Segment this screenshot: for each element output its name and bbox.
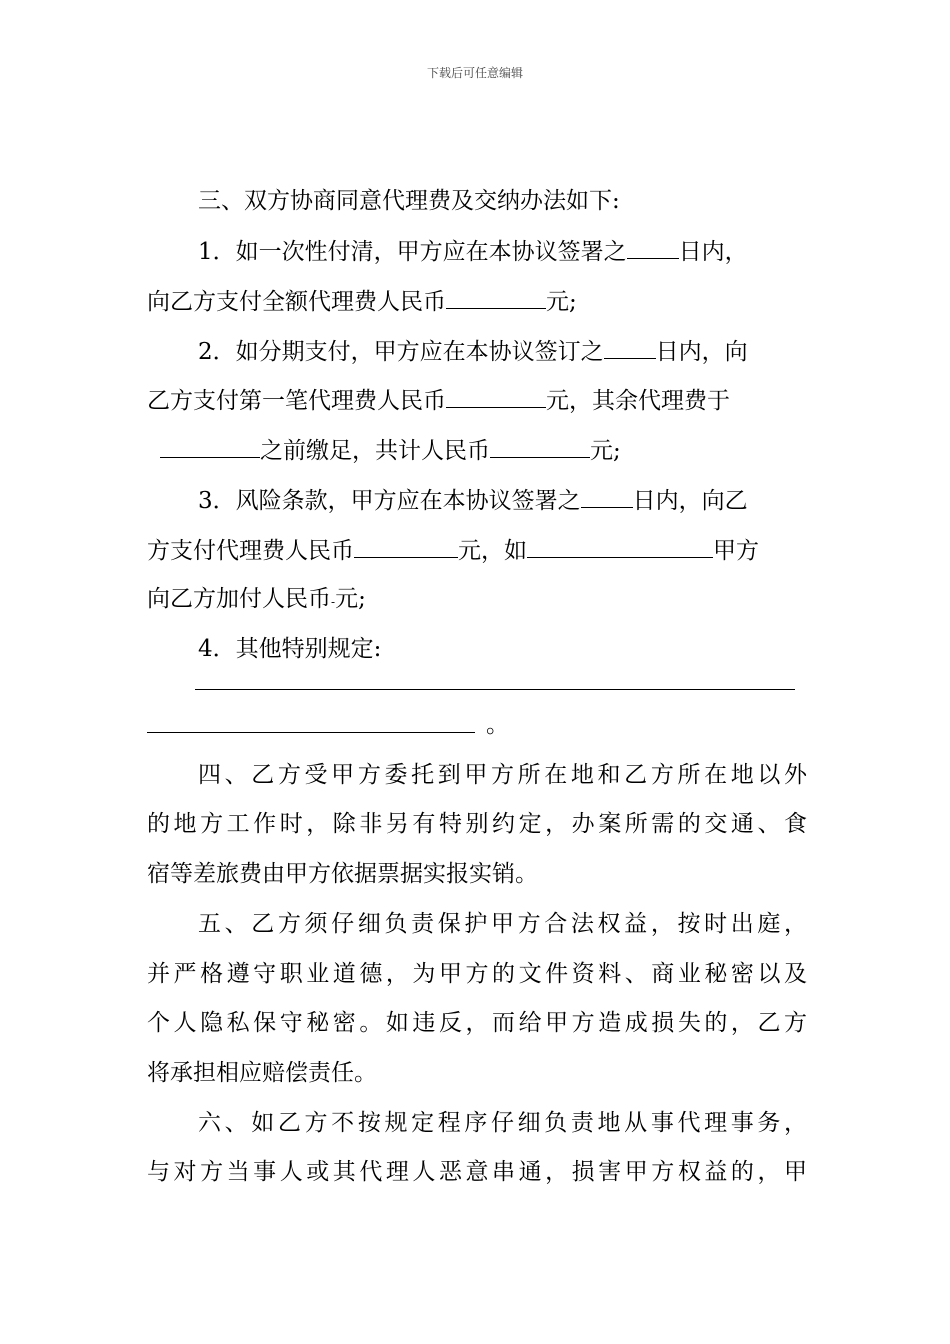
section-4-line-3: 宿等差旅费由甲方依据票据实报实销。: [147, 861, 538, 887]
amount-blank[interactable]: [354, 534, 458, 558]
section-5-line-3: 个人隐私保守秘密。如违反，而给甲方造成损失的，乙方: [147, 1010, 807, 1036]
item-2-text-c: 乙方支付第一笔代理费人民币: [147, 388, 446, 414]
item-3-text-b: 日内，向乙: [632, 488, 748, 514]
item-1-text-b: 日内，: [678, 239, 748, 265]
item-1-text-d: 元;: [546, 289, 577, 315]
date-blank[interactable]: [160, 434, 260, 458]
item-3-line-1: [198, 484, 807, 514]
section-5-line-2: 并严格遵守职业道德，为甲方的文件资料、商业秘密以及: [147, 961, 807, 987]
item-2-text-d: 元，其余代理费于: [546, 388, 730, 414]
section-4-line-1: 四、乙方受甲方委托到甲方所在地和乙方所在地以外: [198, 762, 807, 788]
item-2-text-a: 2．如分期支付，甲方应在本协议签订之: [198, 339, 604, 365]
item-3-text-a: 3．风险条款，甲方应在本协议签署之: [198, 488, 581, 514]
section-6-line-2: 与对方当事人或其代理人恶意串通，损害甲方权益的，甲: [147, 1159, 807, 1185]
days-blank[interactable]: [627, 235, 679, 259]
item-2-text-e: 之前缴足，共计人民币: [260, 438, 490, 464]
condition-blank[interactable]: [527, 534, 713, 558]
item-1-line-2: [147, 285, 807, 315]
item-4-line-1: 4．其他特别规定:: [198, 636, 382, 662]
item-3-line-2: [147, 534, 807, 564]
item-3-text-f: 向乙方加付人民币: [147, 586, 331, 612]
item-1-text-a: 1．如一次性付清，甲方应在本协议签署之: [198, 239, 627, 265]
other-provisions-blank-1[interactable]: [195, 689, 795, 690]
item-2-line-2: [147, 384, 807, 414]
section-4-line-2: 的地方工作时，除非另有特别约定，办案所需的交通、食: [147, 811, 807, 837]
page-header: 下载后可任意编辑: [426, 66, 523, 80]
item-1-text-c: 向乙方支付全额代理费人民币: [147, 289, 446, 315]
item-3-dash: -: [331, 595, 336, 609]
section-5-line-1: 五、乙方须仔细负责保护甲方合法权益，按时出庭，: [198, 911, 807, 937]
item-3-line-3: [147, 584, 807, 614]
days-blank[interactable]: [581, 484, 633, 508]
item-2-line-1: [198, 335, 807, 365]
amount-blank[interactable]: [490, 434, 590, 458]
item-2-text-b: 日内，向: [655, 339, 748, 365]
other-provisions-blank-2[interactable]: [147, 732, 475, 733]
amount-blank[interactable]: [446, 285, 546, 309]
section-3-title: 三、双方协商同意代理费及交纳办法如下:: [198, 188, 620, 214]
section-5-line-4: 将承担相应赔偿责任。: [147, 1060, 377, 1086]
item-2-text-f: 元;: [590, 438, 621, 464]
item-1-line-1: [198, 235, 807, 265]
item-3-text-e: 甲方: [713, 538, 759, 564]
item-4-end: 。: [486, 712, 509, 738]
item-3-text-c: 方支付代理费人民币: [147, 538, 354, 564]
section-6-line-1: 六、如乙方不按规定程序仔细负责地从事代理事务，: [198, 1110, 807, 1136]
days-blank[interactable]: [604, 335, 656, 359]
item-3-text-g: 元;: [335, 586, 366, 612]
amount-blank[interactable]: [446, 384, 546, 408]
item-2-line-3: [160, 434, 820, 464]
item-3-text-d: 元，如: [458, 538, 527, 564]
